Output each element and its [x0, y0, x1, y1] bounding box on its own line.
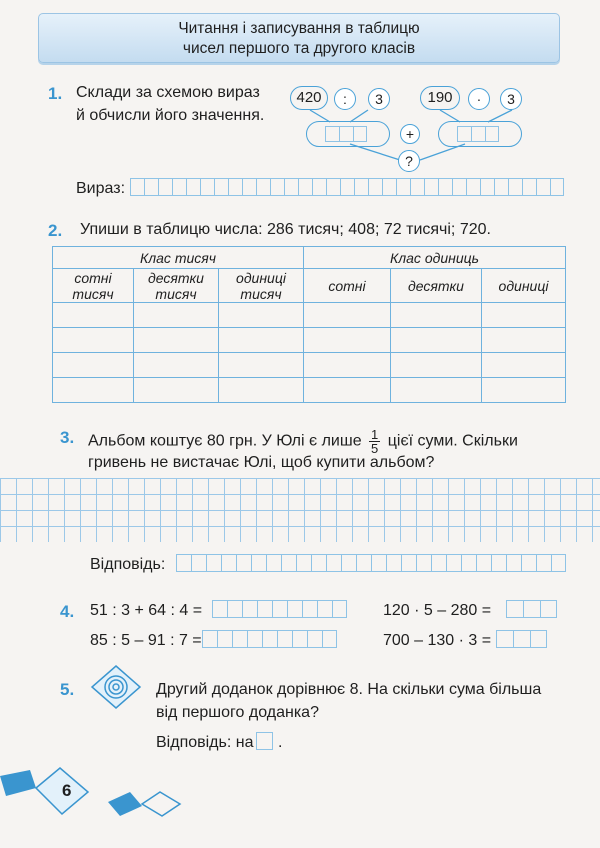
scheme-number: 3: [500, 88, 522, 110]
task-text: й обчисли його значення.: [76, 107, 265, 124]
answer-cell[interactable]: [256, 732, 273, 750]
task-text: Склади за схемою вираз: [76, 84, 260, 101]
answer-cells[interactable]: [212, 600, 347, 618]
fraction-numerator: 1: [371, 427, 379, 442]
column-header: сотні: [304, 269, 391, 303]
task-number: 2.: [48, 221, 63, 240]
squared-work-area[interactable]: [0, 478, 600, 542]
scheme-result-oval: [438, 121, 522, 147]
table-row[interactable]: [53, 353, 566, 378]
task-text-part: цієї суми. Скільки: [387, 432, 518, 450]
table-row[interactable]: [53, 303, 566, 328]
answer-cells[interactable]: [506, 600, 557, 618]
answer-dot: .: [278, 734, 283, 751]
task-text: від першого доданка?: [156, 704, 319, 721]
expression: 51 : 3 + 64 : 4 =: [90, 602, 203, 619]
task-text: [88, 428, 518, 455]
scheme-operator: :: [334, 88, 356, 110]
scheme-result-oval: [306, 121, 390, 147]
fraction: [369, 428, 380, 455]
task-text-part: Альбом коштує 80 грн. У Юлі є лише: [88, 432, 362, 450]
scheme-number: 420: [290, 86, 328, 110]
answer-label: Відповідь: на: [156, 734, 254, 751]
answer-cells[interactable]: [202, 630, 337, 648]
class-units-header: Клас одиниць: [304, 247, 566, 269]
logic-task-icon: [90, 664, 142, 710]
column-header: одиниці: [482, 269, 566, 303]
section-title-banner: [38, 13, 560, 63]
scheme-operator: ·: [468, 88, 490, 110]
expression: 85 : 5 – 91 : 7 =: [90, 632, 202, 649]
task-text: Другий доданок дорівнює 8. На скільки сума більша: [156, 681, 542, 698]
table-row[interactable]: [53, 328, 566, 353]
task-text: Упиши в таблицю числа: 286 тисяч; 408; 72 тисячі; 720.: [80, 221, 491, 238]
task-text: гривень не вистачає Юлі, щоб купити альбом?: [88, 454, 435, 471]
fraction-denominator: 5: [371, 441, 379, 456]
section-title-line1: Читання і записування в таблицю: [178, 20, 420, 37]
place-value-table: [52, 246, 566, 403]
task-number: 5.: [60, 680, 75, 699]
scheme-question: ?: [398, 150, 420, 172]
scheme-number: 3: [368, 88, 390, 110]
column-header: десятки тисяч: [134, 269, 219, 303]
table-row[interactable]: [53, 378, 566, 403]
column-header: десятки: [391, 269, 482, 303]
answer-cells[interactable]: [496, 630, 547, 648]
answer-cells[interactable]: [176, 554, 566, 572]
expression: 700 – 130 · 3 =: [383, 632, 492, 649]
task-number: 3.: [60, 428, 75, 447]
task-number: 4.: [60, 602, 75, 621]
page-number: 6: [62, 781, 72, 800]
column-header: одиниці тисяч: [219, 269, 304, 303]
expression-label: Вираз:: [76, 180, 126, 197]
scheme-plus: +: [400, 124, 420, 144]
expression: 120 · 5 – 280 =: [383, 602, 492, 619]
answer-label: Відповідь:: [90, 556, 166, 573]
page-corner-decoration: [0, 764, 200, 824]
scheme-number: 190: [420, 86, 460, 110]
section-title-line2: чисел першого та другого класів: [182, 40, 416, 57]
class-thousands-header: Клас тисяч: [53, 247, 304, 269]
column-header: сотні тисяч: [53, 269, 134, 303]
expression-answer-cells[interactable]: [130, 178, 564, 196]
task-number: 1.: [48, 84, 63, 103]
